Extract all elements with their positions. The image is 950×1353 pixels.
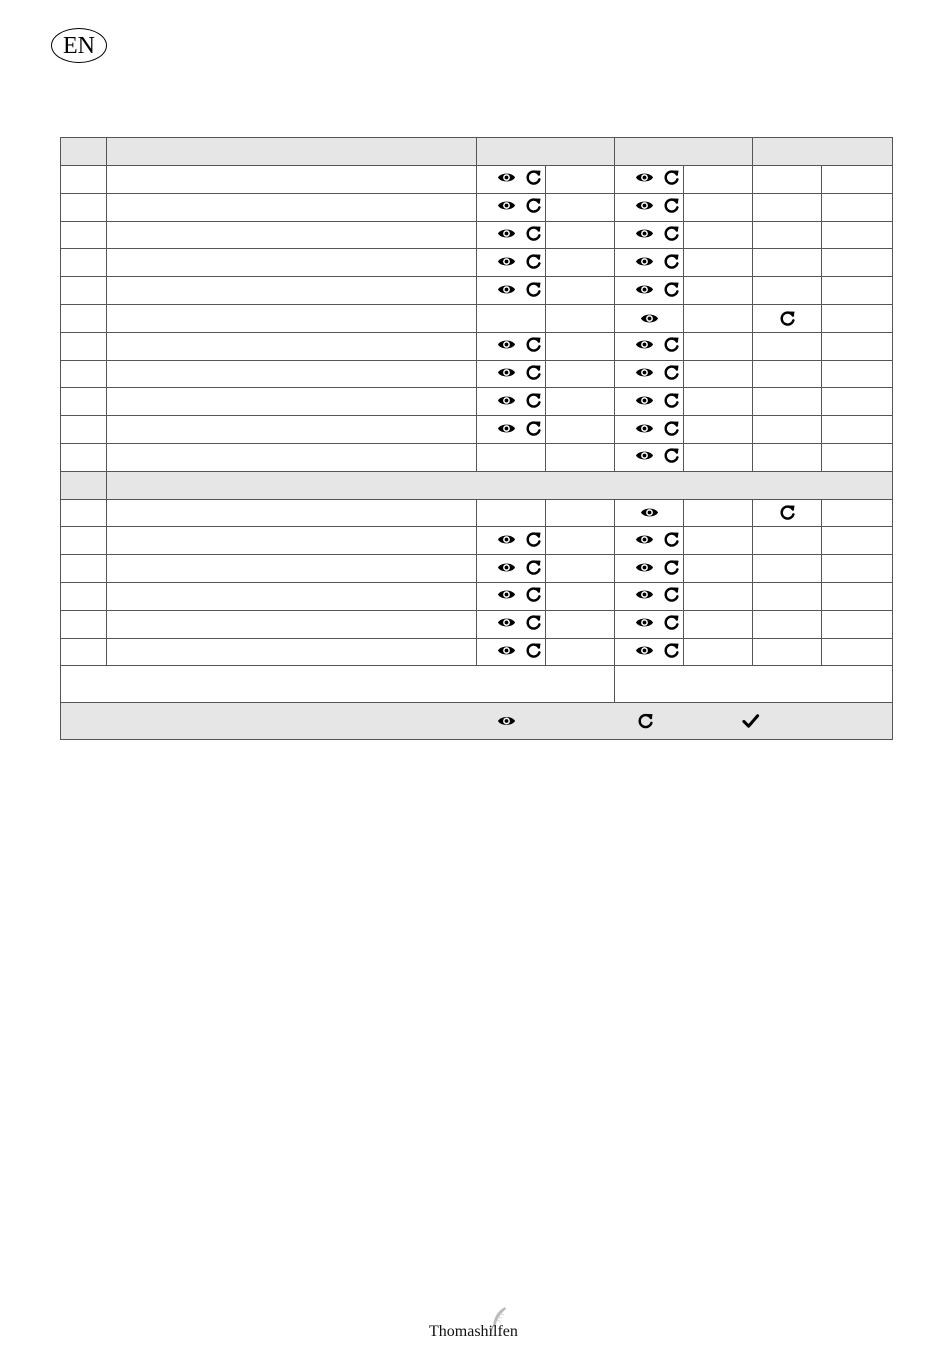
eye-icon: [497, 558, 516, 577]
interval-3-mark-cell: [822, 638, 893, 666]
interval-3-mark-cell: [822, 332, 893, 360]
footer-brand-text: Thomashilfen: [429, 1323, 518, 1340]
eye-icon: [497, 168, 516, 187]
maintenance-checklist-table: [60, 137, 893, 740]
interval-1-icons-cell: [477, 443, 546, 471]
interval-2-mark-cell: [684, 277, 753, 305]
interval-3-icons-cell: [753, 610, 822, 638]
row-description-cell: [107, 527, 477, 555]
interval-3-mark-cell: [822, 221, 893, 249]
interval-1-icons-cell: [477, 555, 546, 583]
row-description-cell: [107, 193, 477, 221]
refresh-icon: [662, 641, 681, 660]
refresh-icon: [524, 224, 543, 243]
refresh-icon: [524, 585, 543, 604]
checklist-row: [61, 582, 893, 610]
interval-2-icons-cell: [615, 166, 684, 194]
interval-1-icons-cell: [477, 499, 546, 527]
signature-cell-right: [615, 666, 893, 703]
interval-1-mark-cell: [546, 499, 615, 527]
checklist-row: [61, 277, 893, 305]
refresh-icon: [524, 641, 543, 660]
row-description-cell: [107, 332, 477, 360]
interval-2-mark-cell: [684, 388, 753, 416]
eye-icon: [497, 224, 516, 243]
interval-3-icons-cell: [753, 221, 822, 249]
row-description-cell: [107, 304, 477, 332]
refresh-icon: [662, 419, 681, 438]
eye-icon: [497, 391, 516, 410]
interval-3-mark-cell: [822, 166, 893, 194]
interval-2-mark-cell: [684, 221, 753, 249]
language-badge: EN: [51, 28, 107, 63]
interval-3-mark-cell: [822, 416, 893, 444]
interval-1-mark-cell: [546, 388, 615, 416]
interval-1-icons-cell: [477, 638, 546, 666]
eye-icon: [497, 419, 516, 438]
eye-icon: [635, 585, 654, 604]
interval-3-icons-cell: [753, 249, 822, 277]
row-description-cell: [107, 555, 477, 583]
signature-cell-left: [61, 666, 615, 703]
row-description-cell: [107, 277, 477, 305]
checklist-row: [61, 610, 893, 638]
interval-1-icons-cell: [477, 360, 546, 388]
interval-2-mark-cell: [684, 610, 753, 638]
interval-1-icons-cell: [477, 416, 546, 444]
signature-row: [61, 666, 893, 703]
thomashilfen-logo: [429, 1306, 529, 1346]
refresh-icon: [524, 391, 543, 410]
legend-item: [636, 712, 655, 731]
eye-icon: [497, 641, 516, 660]
eye-icon: [640, 503, 659, 522]
row-number-cell: [61, 499, 107, 527]
interval-1-mark-cell: [546, 527, 615, 555]
checklist-row: [61, 304, 893, 332]
interval-2-mark-cell: [684, 443, 753, 471]
interval-2-mark-cell: [684, 638, 753, 666]
refresh-icon: [524, 613, 543, 632]
refresh-icon: [662, 530, 681, 549]
checklist-row: [61, 249, 893, 277]
legend-row: [61, 703, 893, 740]
interval-1-mark-cell: [546, 166, 615, 194]
check-icon: [741, 712, 760, 731]
interval-3-icons-cell: [753, 555, 822, 583]
checklist-row: [61, 193, 893, 221]
interval-3-mark-cell: [822, 360, 893, 388]
eye-icon: [635, 641, 654, 660]
interval-2-icons-cell: [615, 304, 684, 332]
interval-2-mark-cell: [684, 249, 753, 277]
row-number-cell: [61, 443, 107, 471]
interval-1-icons-cell: [477, 388, 546, 416]
refresh-icon: [662, 391, 681, 410]
row-description-cell: [107, 499, 477, 527]
refresh-icon: [662, 280, 681, 299]
row-description-cell: [107, 360, 477, 388]
interval-3-icons-cell: [753, 277, 822, 305]
legend-cell: [61, 703, 893, 740]
refresh-icon: [662, 363, 681, 382]
interval-3-mark-cell: [822, 304, 893, 332]
refresh-icon: [524, 530, 543, 549]
eye-icon: [497, 585, 516, 604]
row-number-cell: [61, 388, 107, 416]
row-description-cell: [107, 388, 477, 416]
interval-2-icons-cell: [615, 527, 684, 555]
interval-1-mark-cell: [546, 277, 615, 305]
interval-1-icons-cell: [477, 610, 546, 638]
eye-icon: [497, 363, 516, 382]
interval-2-mark-cell: [684, 332, 753, 360]
row-description-cell: [107, 610, 477, 638]
checklist-row: [61, 555, 893, 583]
interval-1-mark-cell: [546, 360, 615, 388]
eye-icon: [635, 196, 654, 215]
eye-icon: [635, 363, 654, 382]
interval-2-icons-cell: [615, 416, 684, 444]
eye-icon: [497, 196, 516, 215]
checklist-row: [61, 416, 893, 444]
interval-3-mark-cell: [822, 610, 893, 638]
refresh-icon: [524, 168, 543, 187]
interval-1-mark-cell: [546, 221, 615, 249]
checklist-row: [61, 443, 893, 471]
eye-icon: [635, 391, 654, 410]
section-number-cell: [61, 471, 107, 499]
eye-icon: [635, 168, 654, 187]
checklist-row: [61, 527, 893, 555]
row-number-cell: [61, 193, 107, 221]
interval-3-icons-cell: [753, 527, 822, 555]
header-cell-number: [61, 138, 107, 166]
refresh-icon: [662, 252, 681, 271]
interval-2-mark-cell: [684, 555, 753, 583]
refresh-icon: [662, 558, 681, 577]
checklist-row: [61, 332, 893, 360]
interval-1-mark-cell: [546, 582, 615, 610]
interval-3-mark-cell: [822, 277, 893, 305]
interval-2-mark-cell: [684, 499, 753, 527]
interval-2-icons-cell: [615, 221, 684, 249]
eye-icon: [635, 280, 654, 299]
checklist-row: [61, 388, 893, 416]
interval-1-mark-cell: [546, 610, 615, 638]
interval-2-icons-cell: [615, 582, 684, 610]
interval-3-icons-cell: [753, 582, 822, 610]
refresh-icon: [662, 613, 681, 632]
row-description-cell: [107, 443, 477, 471]
eye-icon: [635, 530, 654, 549]
section-header-row: [61, 471, 893, 499]
refresh-icon: [636, 712, 655, 731]
refresh-icon: [662, 335, 681, 354]
table-header-row: [61, 138, 893, 166]
interval-3-mark-cell: [822, 193, 893, 221]
refresh-icon: [662, 585, 681, 604]
interval-1-mark-cell: [546, 332, 615, 360]
interval-3-icons-cell: [753, 304, 822, 332]
interval-2-mark-cell: [684, 360, 753, 388]
interval-2-icons-cell: [615, 610, 684, 638]
row-number-cell: [61, 416, 107, 444]
interval-3-mark-cell: [822, 249, 893, 277]
interval-2-icons-cell: [615, 388, 684, 416]
eye-icon: [635, 224, 654, 243]
header-cell-description: [107, 138, 477, 166]
refresh-icon: [524, 252, 543, 271]
interval-1-mark-cell: [546, 638, 615, 666]
row-number-cell: [61, 221, 107, 249]
row-number-cell: [61, 304, 107, 332]
interval-3-icons-cell: [753, 443, 822, 471]
interval-2-icons-cell: [615, 193, 684, 221]
row-description-cell: [107, 249, 477, 277]
interval-1-mark-cell: [546, 304, 615, 332]
interval-2-icons-cell: [615, 332, 684, 360]
row-number-cell: [61, 332, 107, 360]
row-number-cell: [61, 360, 107, 388]
interval-1-icons-cell: [477, 166, 546, 194]
interval-1-icons-cell: [477, 221, 546, 249]
row-number-cell: [61, 277, 107, 305]
section-title-cell: [107, 471, 893, 499]
row-number-cell: [61, 249, 107, 277]
refresh-icon: [662, 446, 681, 465]
row-description-cell: [107, 416, 477, 444]
interval-1-icons-cell: [477, 193, 546, 221]
interval-1-icons-cell: [477, 332, 546, 360]
checklist-row: [61, 221, 893, 249]
row-number-cell: [61, 166, 107, 194]
interval-2-mark-cell: [684, 582, 753, 610]
interval-3-mark-cell: [822, 582, 893, 610]
interval-3-mark-cell: [822, 527, 893, 555]
legend-item: [497, 712, 516, 731]
eye-icon: [635, 446, 654, 465]
header-cell-interval-1: [477, 138, 615, 166]
eye-icon: [497, 280, 516, 299]
interval-3-icons-cell: [753, 638, 822, 666]
row-number-cell: [61, 610, 107, 638]
interval-1-icons-cell: [477, 304, 546, 332]
interval-1-icons-cell: [477, 582, 546, 610]
checklist-row: [61, 166, 893, 194]
row-number-cell: [61, 527, 107, 555]
interval-2-mark-cell: [684, 416, 753, 444]
row-number-cell: [61, 555, 107, 583]
row-description-cell: [107, 582, 477, 610]
interval-3-mark-cell: [822, 499, 893, 527]
refresh-icon: [662, 168, 681, 187]
interval-3-icons-cell: [753, 499, 822, 527]
interval-2-icons-cell: [615, 360, 684, 388]
interval-2-mark-cell: [684, 193, 753, 221]
interval-2-icons-cell: [615, 638, 684, 666]
interval-2-icons-cell: [615, 277, 684, 305]
interval-3-mark-cell: [822, 388, 893, 416]
refresh-icon: [524, 196, 543, 215]
interval-2-icons-cell: [615, 499, 684, 527]
interval-2-icons-cell: [615, 555, 684, 583]
interval-3-icons-cell: [753, 193, 822, 221]
interval-2-icons-cell: [615, 443, 684, 471]
eye-icon: [635, 335, 654, 354]
refresh-icon: [524, 419, 543, 438]
interval-1-mark-cell: [546, 555, 615, 583]
interval-3-mark-cell: [822, 443, 893, 471]
refresh-icon: [524, 280, 543, 299]
eye-icon: [497, 613, 516, 632]
header-cell-interval-2: [615, 138, 753, 166]
refresh-icon: [662, 196, 681, 215]
eye-icon: [640, 309, 659, 328]
interval-2-mark-cell: [684, 527, 753, 555]
eye-icon: [635, 558, 654, 577]
eye-icon: [497, 335, 516, 354]
eye-icon: [635, 613, 654, 632]
checklist-row: [61, 360, 893, 388]
interval-2-mark-cell: [684, 304, 753, 332]
eye-icon: [497, 252, 516, 271]
interval-1-icons-cell: [477, 249, 546, 277]
interval-3-icons-cell: [753, 388, 822, 416]
interval-3-icons-cell: [753, 332, 822, 360]
eye-icon: [635, 252, 654, 271]
refresh-icon: [778, 503, 797, 522]
interval-3-mark-cell: [822, 555, 893, 583]
refresh-icon: [524, 363, 543, 382]
eye-icon: [497, 712, 516, 731]
checklist-row: [61, 499, 893, 527]
eye-icon: [497, 530, 516, 549]
legend-item: [741, 712, 760, 731]
refresh-icon: [778, 309, 797, 328]
interval-2-icons-cell: [615, 249, 684, 277]
interval-3-icons-cell: [753, 360, 822, 388]
interval-1-icons-cell: [477, 527, 546, 555]
row-number-cell: [61, 582, 107, 610]
interval-2-mark-cell: [684, 166, 753, 194]
interval-1-mark-cell: [546, 193, 615, 221]
row-description-cell: [107, 638, 477, 666]
refresh-icon: [662, 224, 681, 243]
row-description-cell: [107, 166, 477, 194]
interval-1-mark-cell: [546, 416, 615, 444]
interval-3-icons-cell: [753, 416, 822, 444]
refresh-icon: [524, 558, 543, 577]
eye-icon: [635, 419, 654, 438]
interval-3-icons-cell: [753, 166, 822, 194]
refresh-icon: [524, 335, 543, 354]
row-number-cell: [61, 638, 107, 666]
row-description-cell: [107, 221, 477, 249]
header-cell-interval-3: [753, 138, 893, 166]
interval-1-mark-cell: [546, 443, 615, 471]
interval-1-mark-cell: [546, 249, 615, 277]
checklist-row: [61, 638, 893, 666]
interval-1-icons-cell: [477, 277, 546, 305]
